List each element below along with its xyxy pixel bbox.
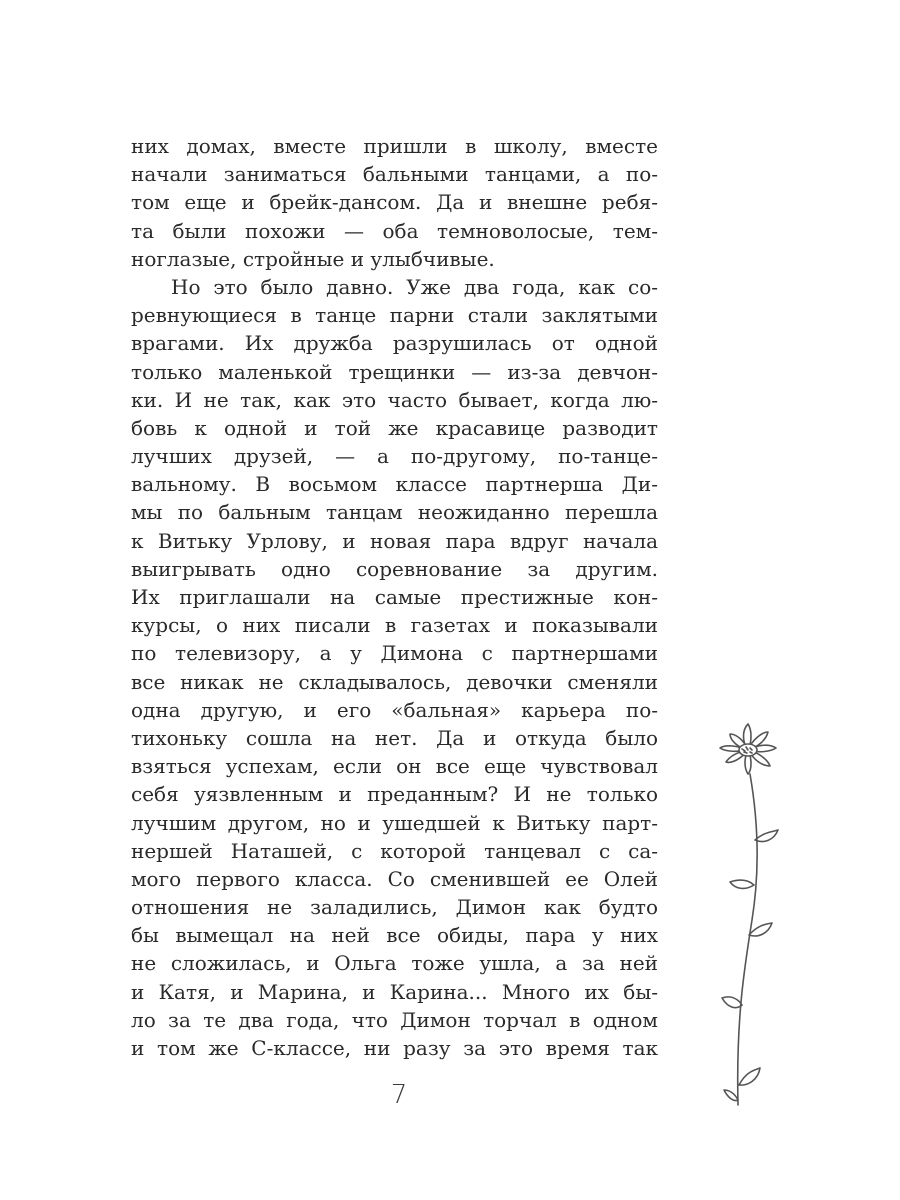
text-line: том еще и брейк-дансом. Да и внешне ребя- [131, 190, 658, 215]
text-line: себя уязвленным и преданным? И не только [131, 782, 658, 807]
text-line: нершей Наташей, с которой танцевал с са- [131, 838, 658, 863]
text-line: взяться успехам, если он все еще чувствовал [131, 754, 658, 779]
text-line: ревнующиеся в танце парни стали заклятыми [131, 303, 658, 328]
text-line: ки. И не так, как это часто бывает, когда лю- [131, 387, 658, 412]
body-text [131, 132, 658, 1062]
text-line: отношения не заладились, Димон как будто [131, 895, 658, 920]
text-line: начали заниматься бальными танцами, а по- [131, 162, 658, 187]
daisy-stem [722, 774, 778, 1105]
text-line: к Витьку Урлову, и новая пара вдруг начала [131, 528, 658, 553]
daisy-flower-head-icon [720, 724, 776, 774]
text-line: тихоньку сошла на нет. Да и откуда было [131, 725, 658, 750]
text-line: курсы, о них писали в газетах и показывали [131, 613, 658, 638]
text-line: выигрывать одно соревнование за другим. [131, 556, 658, 581]
text-line: мы по бальным танцам неожиданно перешла [131, 500, 658, 525]
text-line: только маленькой трещинки — из-за девчон- [131, 359, 658, 384]
text-line: бы вымещал на ней все обиды, пара у них [131, 923, 658, 948]
text-line: ноглазые, стройные и улыбчивые. [131, 246, 495, 271]
text-line: вальному. В восьмом классе партнерша Ди- [131, 472, 658, 497]
text-line: врагами. Их дружба разрушилась от одной [131, 331, 658, 356]
text-line: мого первого класса. Со сменившей ее Олей [131, 866, 658, 891]
text-line: Их приглашали на самые престижные кон- [131, 585, 658, 609]
paragraph-first-line: Но это было давно. Уже два года, как со- [171, 274, 658, 299]
text-line: та были похожи — оба темноволосые, тем- [131, 218, 658, 243]
text-line: бовь к одной и той же красавице разводит [131, 415, 658, 440]
text-line: не сложилась, и Ольга тоже ушла, а за ней [131, 951, 658, 976]
text-line: ло за те два года, что Димон торчал в одном [131, 1007, 658, 1032]
page-number: 7 [390, 1080, 408, 1110]
text-line: лучших друзей, — а по-другому, по-танце- [131, 444, 658, 469]
text-line: одна другую, и его «бальная» карьера по- [131, 697, 658, 722]
text-line: них домах, вместе пришли в школу, вместе [131, 134, 658, 158]
daisy-illustration [708, 720, 788, 1115]
text-line: лучшим другом, но и ушедшей к Витьку парт- [131, 810, 658, 835]
text-line: и Катя, и Марина, и Карина... Много их бы- [131, 979, 658, 1004]
text-line: все никак не складывалось, девочки сменяли [131, 669, 658, 694]
text-line: по телевизору, а у Димона с партнершами [131, 641, 658, 666]
text-line: и том же С-классе, ни разу за это время так [131, 1036, 658, 1060]
